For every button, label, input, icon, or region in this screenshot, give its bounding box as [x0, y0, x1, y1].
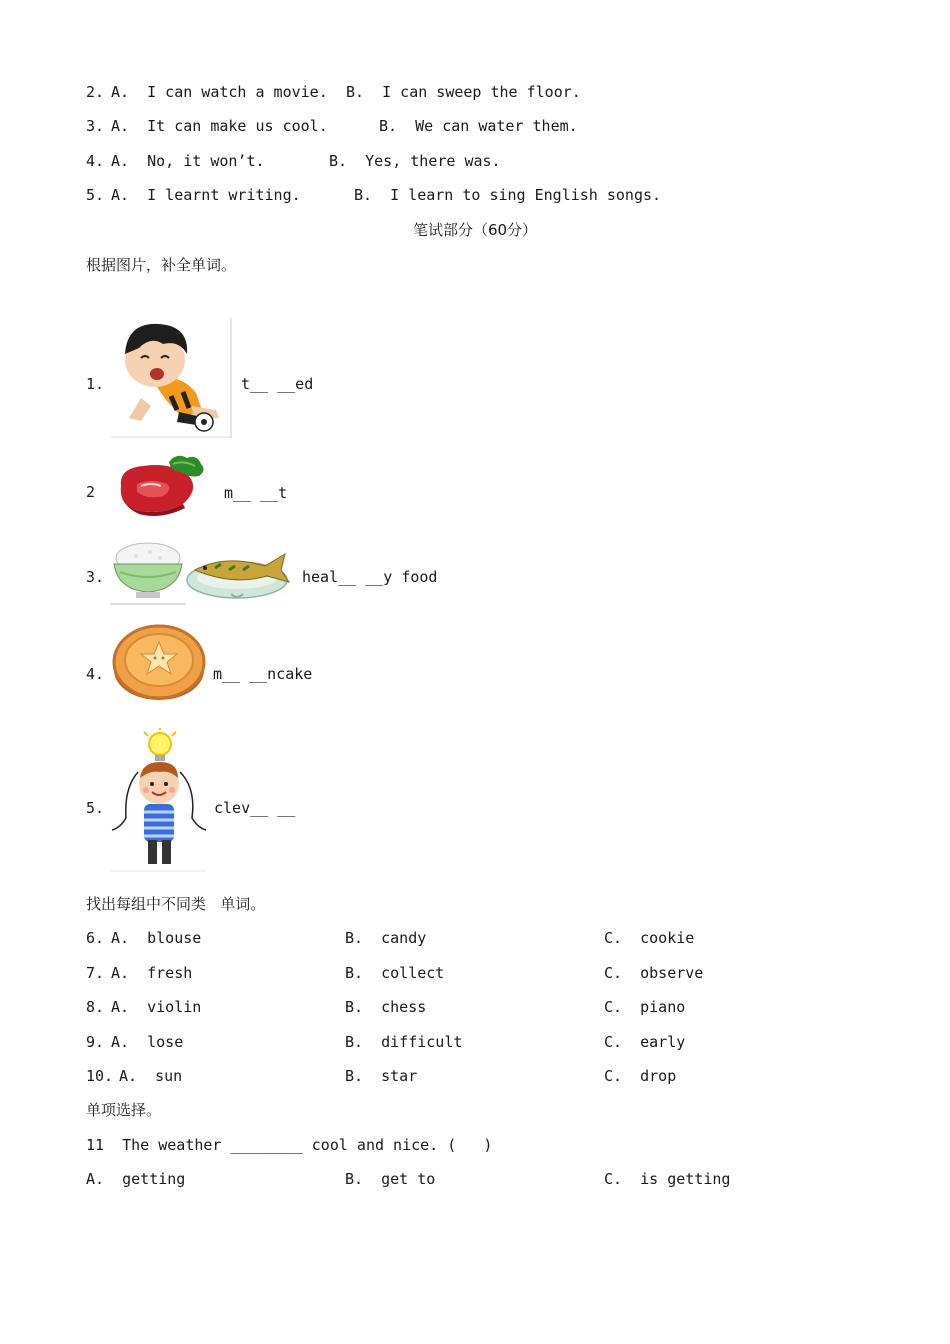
section2-instruction: 找出每组中不同类 单词。 [86, 895, 266, 913]
q6-option-c: C. cookie [604, 929, 695, 947]
pic-item-2-number: 2 [86, 483, 96, 501]
q10-option-a: A. sun [119, 1067, 183, 1085]
meat-image [111, 450, 211, 522]
q3-option-b: B. We can water them. [379, 117, 578, 135]
mooncake-image [111, 620, 207, 708]
section1-instruction: 根据图片，补全单词。 [86, 256, 237, 274]
q3-option-a: A. It can make us cool. [111, 117, 328, 135]
pic-item-5-word: clev__ __ [214, 799, 296, 817]
pic-item-3-number: 3. [86, 568, 105, 586]
q6-option-a: A. blouse [111, 929, 202, 947]
q7-option-a: A. fresh [111, 964, 193, 982]
q9-option-c: C. early [604, 1033, 686, 1051]
q4-number: 4. [86, 152, 105, 170]
q5-option-b: B. I learn to sing English songs. [354, 186, 662, 204]
q6-number: 6. [86, 929, 105, 947]
q6-option-b: B. candy [345, 929, 427, 947]
q8-option-a: A. violin [111, 998, 202, 1016]
q8-option-b: B. chess [345, 998, 427, 1016]
q7-option-c: C. observe [604, 964, 704, 982]
q4-option-a: A. No, it won’t. [111, 152, 265, 170]
fish-dish-image [185, 540, 297, 606]
q2-option-b: B. I can sweep the floor. [346, 83, 581, 101]
section3-instruction: 单项选择。 [86, 1101, 162, 1119]
pic-item-1-number: 1. [86, 375, 105, 393]
tired-boy-image [111, 318, 233, 438]
q5-option-a: A. I learnt writing. [111, 186, 301, 204]
q8-number: 8. [86, 998, 105, 1016]
rice-bowl-image [110, 536, 188, 606]
pic-item-4-number: 4. [86, 665, 105, 683]
q9-option-a: A. lose [111, 1033, 184, 1051]
q4-option-b: B. Yes, there was. [329, 152, 501, 170]
written-section-title: 笔试部分（60分） [412, 221, 538, 239]
q11-stem: 11 The weather ________ cool and nice. ( ) [86, 1136, 493, 1154]
q2-option-a: A. I can watch a movie. [111, 83, 328, 101]
pic-item-4-word: m__ __ncake [213, 665, 313, 683]
q10-option-c: C. drop [604, 1067, 677, 1085]
q10-option-b: B. star [345, 1067, 418, 1085]
q9-option-b: B. difficult [345, 1033, 463, 1051]
q11-option-a: A. getting [86, 1170, 186, 1188]
pic-item-2-word: m__ __t [224, 484, 288, 502]
q11-option-c: C. is getting [604, 1170, 731, 1188]
q3-number: 3. [86, 117, 105, 135]
q11-option-b: B. get to [345, 1170, 436, 1188]
q9-number: 9. [86, 1033, 105, 1051]
pic-item-1-word: t__ __ed [241, 375, 314, 393]
q5-number: 5. [86, 186, 105, 204]
q7-number: 7. [86, 964, 105, 982]
pic-item-3-word: heal__ __y food [302, 568, 438, 586]
clever-boy-image [110, 728, 208, 872]
q8-option-c: C. piano [604, 998, 686, 1016]
pic-item-5-number: 5. [86, 799, 105, 817]
q2-number: 2. [86, 83, 105, 101]
q10-number: 10. [86, 1067, 114, 1085]
q7-option-b: B. collect [345, 964, 445, 982]
